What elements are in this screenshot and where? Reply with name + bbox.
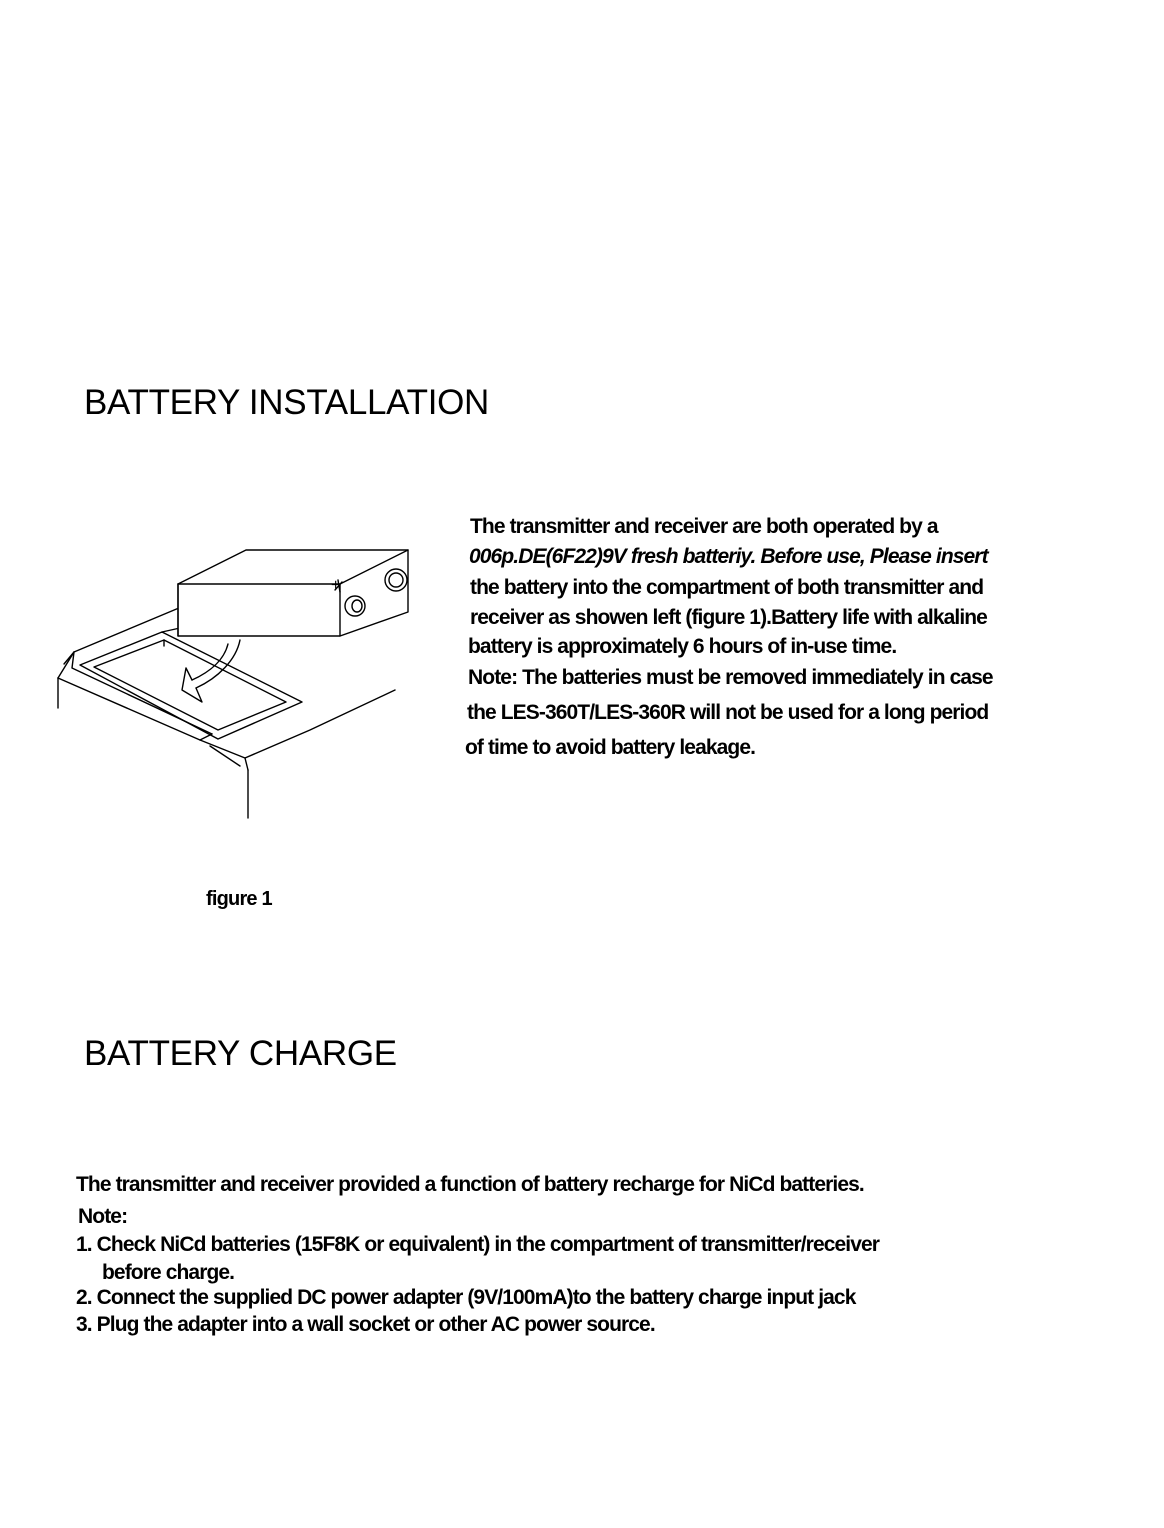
installation-text-line-5: battery is approximately 6 hours of in-use time. xyxy=(468,635,897,658)
installation-text-line-3: the battery into the compartment of both transmitter and xyxy=(470,576,984,599)
charge-step-1-continued: before charge. xyxy=(102,1261,235,1284)
battery-charge-heading: BATTERY CHARGE xyxy=(84,1034,397,1073)
installation-note-line-3: of time to avoid battery leakage. xyxy=(465,736,756,759)
charge-step-3: 3. Plug the adapter into a wall socket or other AC power source. xyxy=(76,1313,655,1336)
figure-caption: figure 1 xyxy=(206,888,272,910)
installation-text-line-4: receiver as showen left (figure 1).Battery life with alkaline xyxy=(470,606,987,629)
battery-insertion-figure xyxy=(50,540,420,830)
charge-note-label: Note: xyxy=(78,1205,128,1228)
installation-note-line-2: the LES-360T/LES-360R will not be used for a long period xyxy=(467,701,989,724)
installation-text-line-1: The transmitter and receiver are both operated by a xyxy=(470,515,938,538)
charge-intro-text: The transmitter and receiver provided a function of battery recharge for NiCd batteries. xyxy=(76,1173,864,1196)
battery-compartment-illustration xyxy=(50,540,420,830)
charge-step-2: 2. Connect the supplied DC power adapter (9V/100mA)to the battery charge input jack xyxy=(76,1286,856,1309)
battery-installation-heading: BATTERY INSTALLATION xyxy=(84,383,490,422)
before-use-text: Before use, Please insert xyxy=(760,545,988,568)
charge-step-1: 1. Check NiCd batteries (15F8K or equivalent) in the compartment of transmitter/receiver xyxy=(76,1233,880,1256)
installation-text-line-2 xyxy=(469,543,988,571)
installation-note-line-1: Note: The batteries must be removed immediately in case xyxy=(468,666,993,689)
battery-type-text: 006p.DE(6F22)9V fresh batteriy. xyxy=(469,545,756,568)
battery-plus-terminal-label: + xyxy=(331,577,341,594)
